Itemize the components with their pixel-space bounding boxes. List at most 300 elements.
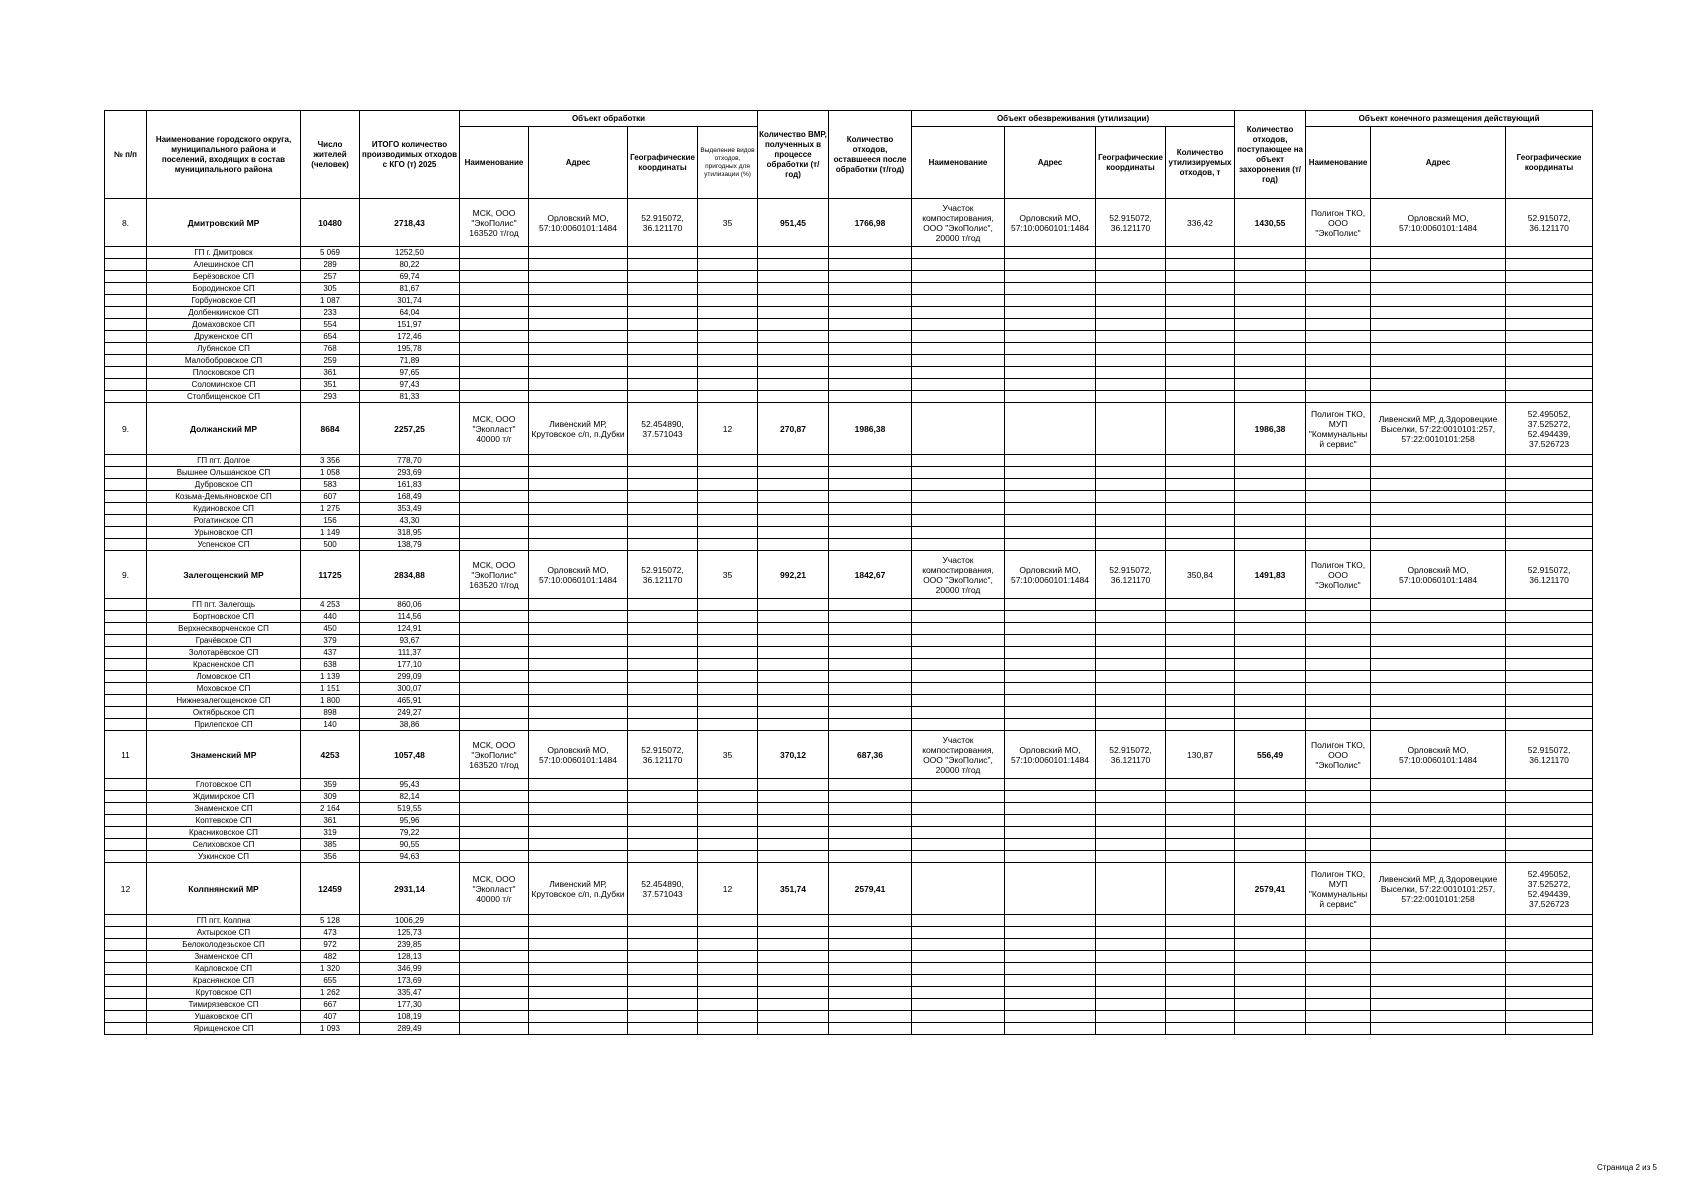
empty-cell: [529, 951, 628, 963]
empty-cell: [628, 367, 698, 379]
empty-cell: [1371, 467, 1506, 479]
district-cell: 12459: [301, 863, 360, 915]
settlement-cell: Узкинское СП: [147, 851, 301, 863]
empty-cell: [628, 719, 698, 731]
empty-cell: [1306, 247, 1371, 259]
empty-cell: [1005, 851, 1096, 863]
settlement-cell: Ушаковское СП: [147, 1011, 301, 1023]
empty-cell: [1166, 247, 1235, 259]
empty-cell: [1371, 259, 1506, 271]
empty-cell: [628, 975, 698, 987]
empty-cell: [105, 939, 147, 951]
empty-cell: [1166, 779, 1235, 791]
settlement-cell: Урыновское СП: [147, 527, 301, 539]
empty-cell: [1235, 635, 1306, 647]
settlement-row: [105, 803, 1593, 815]
empty-cell: [529, 539, 628, 551]
empty-cell: [105, 467, 147, 479]
empty-cell: [829, 815, 912, 827]
district-cell: 4253: [301, 731, 360, 779]
empty-cell: [1235, 355, 1306, 367]
empty-cell: [912, 247, 1005, 259]
empty-cell: [1306, 539, 1371, 551]
district-cell: 52.915072, 36.121170: [1096, 731, 1166, 779]
settlement-cell: Верхнескворченское СП: [147, 623, 301, 635]
empty-cell: [1166, 851, 1235, 863]
empty-cell: [460, 539, 529, 551]
settlement-cell: Столбищенское СП: [147, 391, 301, 403]
settlement-cell: 1 800: [301, 695, 360, 707]
empty-cell: [1371, 827, 1506, 839]
empty-cell: [1005, 491, 1096, 503]
empty-cell: [529, 659, 628, 671]
empty-cell: [1371, 355, 1506, 367]
empty-cell: [1306, 939, 1371, 951]
settlement-row: [105, 963, 1593, 975]
district-cell: 1766,98: [829, 199, 912, 247]
settlement-cell: 301,74: [360, 295, 460, 307]
empty-cell: [1371, 635, 1506, 647]
empty-cell: [1096, 611, 1166, 623]
empty-cell: [105, 963, 147, 975]
settlement-cell: Нижнезалегощенское СП: [147, 695, 301, 707]
empty-cell: [1306, 283, 1371, 295]
empty-cell: [1506, 259, 1593, 271]
settlement-cell: 156: [301, 515, 360, 527]
empty-cell: [460, 987, 529, 999]
settlement-cell: 318,95: [360, 527, 460, 539]
empty-cell: [105, 1011, 147, 1023]
empty-cell: [1506, 331, 1593, 343]
district-cell: [1096, 863, 1166, 915]
district-cell: 370,12: [758, 731, 829, 779]
empty-cell: [628, 851, 698, 863]
empty-cell: [628, 467, 698, 479]
district-row: [105, 403, 1593, 455]
empty-cell: [1166, 295, 1235, 307]
district-row: [105, 731, 1593, 779]
empty-cell: [912, 319, 1005, 331]
empty-cell: [529, 527, 628, 539]
empty-cell: [105, 611, 147, 623]
empty-cell: [1306, 1023, 1371, 1035]
empty-cell: [1235, 1023, 1306, 1035]
settlement-cell: 114,56: [360, 611, 460, 623]
empty-cell: [1005, 647, 1096, 659]
empty-cell: [912, 827, 1005, 839]
district-cell: 2257,25: [360, 403, 460, 455]
empty-cell: [829, 271, 912, 283]
empty-cell: [105, 851, 147, 863]
settlement-cell: 379: [301, 635, 360, 647]
empty-cell: [628, 259, 698, 271]
empty-cell: [829, 975, 912, 987]
settlement-cell: 972: [301, 939, 360, 951]
empty-cell: [1506, 851, 1593, 863]
empty-cell: [1005, 247, 1096, 259]
empty-cell: [829, 367, 912, 379]
empty-cell: [1235, 827, 1306, 839]
empty-cell: [829, 963, 912, 975]
settlement-cell: 80,22: [360, 259, 460, 271]
district-cell: Орловский МО, 57:10:0060101:1484: [1005, 199, 1096, 247]
empty-cell: [529, 987, 628, 999]
empty-cell: [912, 683, 1005, 695]
empty-cell: [105, 319, 147, 331]
district-cell: 12: [105, 863, 147, 915]
district-cell: [1166, 863, 1235, 915]
empty-cell: [1306, 963, 1371, 975]
empty-cell: [1306, 927, 1371, 939]
empty-cell: [1005, 355, 1096, 367]
settlement-cell: ГП пгт. Колпна: [147, 915, 301, 927]
settlement-cell: 95,96: [360, 815, 460, 827]
empty-cell: [758, 455, 829, 467]
empty-cell: [1235, 527, 1306, 539]
empty-cell: [460, 695, 529, 707]
empty-cell: [698, 599, 758, 611]
empty-cell: [1166, 719, 1235, 731]
empty-cell: [460, 1011, 529, 1023]
empty-cell: [829, 647, 912, 659]
empty-cell: [1235, 623, 1306, 635]
empty-cell: [1096, 379, 1166, 391]
empty-cell: [628, 671, 698, 683]
empty-cell: [1235, 779, 1306, 791]
settlement-row: [105, 515, 1593, 527]
settlement-cell: Рогатинское СП: [147, 515, 301, 527]
empty-cell: [1166, 683, 1235, 695]
empty-cell: [1306, 671, 1371, 683]
empty-cell: [1005, 367, 1096, 379]
empty-cell: [1166, 343, 1235, 355]
empty-cell: [460, 343, 529, 355]
empty-cell: [1235, 999, 1306, 1011]
district-cell: 2834,88: [360, 551, 460, 599]
empty-cell: [1506, 503, 1593, 515]
empty-cell: [105, 271, 147, 283]
empty-cell: [1506, 343, 1593, 355]
settlement-cell: 335,47: [360, 987, 460, 999]
empty-cell: [1005, 259, 1096, 271]
district-cell: 556,49: [1235, 731, 1306, 779]
empty-cell: [105, 791, 147, 803]
empty-cell: [1306, 803, 1371, 815]
district-cell: 52.915072, 36.121170: [628, 199, 698, 247]
empty-cell: [1371, 647, 1506, 659]
empty-cell: [1306, 355, 1371, 367]
empty-cell: [460, 647, 529, 659]
empty-cell: [912, 707, 1005, 719]
empty-cell: [698, 915, 758, 927]
empty-cell: [1166, 707, 1235, 719]
empty-cell: [1096, 851, 1166, 863]
header-proc-name: Наименование: [460, 127, 529, 199]
settlement-row: [105, 319, 1593, 331]
empty-cell: [1306, 611, 1371, 623]
empty-cell: [829, 927, 912, 939]
empty-cell: [1506, 367, 1593, 379]
empty-cell: [1166, 951, 1235, 963]
empty-cell: [1096, 939, 1166, 951]
empty-cell: [1166, 367, 1235, 379]
district-cell: Ливенский МР, Крутовское с/п, п.Дубки: [529, 863, 628, 915]
empty-cell: [829, 295, 912, 307]
settlement-row: [105, 719, 1593, 731]
empty-cell: [698, 707, 758, 719]
empty-cell: [829, 779, 912, 791]
empty-cell: [105, 455, 147, 467]
settlement-row: [105, 1023, 1593, 1035]
empty-cell: [1096, 307, 1166, 319]
settlement-cell: 407: [301, 1011, 360, 1023]
district-cell: 1986,38: [1235, 403, 1306, 455]
empty-cell: [829, 599, 912, 611]
empty-cell: [460, 355, 529, 367]
empty-cell: [1235, 307, 1306, 319]
district-cell: Залегощенский МР: [147, 551, 301, 599]
empty-cell: [460, 963, 529, 975]
empty-cell: [529, 839, 628, 851]
empty-cell: [1506, 791, 1593, 803]
header-left: Количество отходов, оставшееся после обработки (т/год): [829, 111, 912, 199]
empty-cell: [829, 611, 912, 623]
settlement-cell: 385: [301, 839, 360, 851]
empty-cell: [912, 467, 1005, 479]
empty-cell: [460, 623, 529, 635]
settlement-cell: 172,46: [360, 331, 460, 343]
empty-cell: [460, 527, 529, 539]
settlement-cell: 293,69: [360, 467, 460, 479]
settlement-cell: Лубянское СП: [147, 343, 301, 355]
district-cell: 951,45: [758, 199, 829, 247]
empty-cell: [1306, 659, 1371, 671]
empty-cell: [1371, 815, 1506, 827]
empty-cell: [698, 815, 758, 827]
empty-cell: [529, 247, 628, 259]
empty-cell: [1096, 527, 1166, 539]
district-cell: 52.915072, 36.121170: [1096, 551, 1166, 599]
empty-cell: [1306, 319, 1371, 331]
settlement-cell: Коптевское СП: [147, 815, 301, 827]
settlement-cell: Ждимирское СП: [147, 791, 301, 803]
settlement-row: [105, 647, 1593, 659]
empty-cell: [698, 355, 758, 367]
empty-cell: [628, 987, 698, 999]
district-cell: 2931,14: [360, 863, 460, 915]
empty-cell: [628, 479, 698, 491]
settlement-cell: Успенское СП: [147, 539, 301, 551]
empty-cell: [1005, 611, 1096, 623]
empty-cell: [1235, 271, 1306, 283]
settlement-row: [105, 331, 1593, 343]
empty-cell: [829, 455, 912, 467]
empty-cell: [1506, 1011, 1593, 1023]
empty-cell: [1371, 939, 1506, 951]
header-processing-group: Объект обработки: [460, 111, 758, 127]
empty-cell: [1005, 623, 1096, 635]
empty-cell: [1506, 491, 1593, 503]
settlement-cell: 1006,29: [360, 915, 460, 927]
empty-cell: [1166, 611, 1235, 623]
empty-cell: [829, 319, 912, 331]
empty-cell: [529, 259, 628, 271]
empty-cell: [912, 779, 1005, 791]
settlement-cell: 94,63: [360, 851, 460, 863]
empty-cell: [1306, 599, 1371, 611]
empty-cell: [1371, 839, 1506, 851]
empty-cell: [529, 963, 628, 975]
district-cell: [1166, 403, 1235, 455]
empty-cell: [1096, 1011, 1166, 1023]
empty-cell: [628, 1023, 698, 1035]
empty-cell: [628, 927, 698, 939]
empty-cell: [758, 599, 829, 611]
empty-cell: [1506, 671, 1593, 683]
empty-cell: [628, 779, 698, 791]
settlement-cell: 351: [301, 379, 360, 391]
empty-cell: [1306, 331, 1371, 343]
empty-cell: [529, 635, 628, 647]
empty-cell: [1096, 683, 1166, 695]
empty-cell: [529, 647, 628, 659]
header-final-group: Объект конечного размещения действующий: [1306, 111, 1593, 127]
empty-cell: [1371, 331, 1506, 343]
empty-cell: [758, 391, 829, 403]
empty-cell: [912, 927, 1005, 939]
empty-cell: [1371, 987, 1506, 999]
settlement-cell: Плосковское СП: [147, 367, 301, 379]
empty-cell: [1166, 839, 1235, 851]
empty-cell: [1235, 839, 1306, 851]
empty-cell: [1235, 467, 1306, 479]
empty-cell: [758, 283, 829, 295]
empty-cell: [912, 271, 1005, 283]
empty-cell: [1235, 815, 1306, 827]
empty-cell: [1005, 951, 1096, 963]
empty-cell: [1235, 707, 1306, 719]
empty-cell: [912, 479, 1005, 491]
empty-cell: [1005, 283, 1096, 295]
empty-cell: [460, 683, 529, 695]
empty-cell: [698, 319, 758, 331]
empty-cell: [628, 815, 698, 827]
settlement-cell: Глотовское СП: [147, 779, 301, 791]
settlement-cell: 473: [301, 927, 360, 939]
empty-cell: [460, 467, 529, 479]
empty-cell: [529, 695, 628, 707]
empty-cell: [105, 539, 147, 551]
empty-cell: [460, 295, 529, 307]
settlement-cell: 450: [301, 623, 360, 635]
header-num: № п/п: [105, 111, 147, 199]
empty-cell: [698, 479, 758, 491]
district-row: [105, 551, 1593, 599]
empty-cell: [1506, 527, 1593, 539]
settlement-cell: Кудиновское СП: [147, 503, 301, 515]
empty-cell: [1096, 927, 1166, 939]
settlement-cell: 125,73: [360, 927, 460, 939]
district-cell: 336,42: [1166, 199, 1235, 247]
empty-cell: [698, 647, 758, 659]
settlement-cell: 353,49: [360, 503, 460, 515]
settlement-row: [105, 695, 1593, 707]
empty-cell: [1306, 623, 1371, 635]
empty-cell: [1506, 295, 1593, 307]
empty-cell: [529, 999, 628, 1011]
empty-cell: [1371, 479, 1506, 491]
empty-cell: [628, 683, 698, 695]
settlement-cell: 43,30: [360, 515, 460, 527]
empty-cell: [105, 355, 147, 367]
empty-cell: [529, 851, 628, 863]
empty-cell: [1235, 503, 1306, 515]
empty-cell: [1096, 951, 1166, 963]
settlement-row: [105, 951, 1593, 963]
settlement-row: [105, 915, 1593, 927]
district-cell: Орловский МО, 57:10:0060101:1484: [1005, 551, 1096, 599]
district-cell: Ливенский МР, д.Здоровецкие Выселки, 57:22:0010101:257, 57:22:0010101:258: [1371, 403, 1506, 455]
settlement-cell: 2 164: [301, 803, 360, 815]
empty-cell: [912, 815, 1005, 827]
empty-cell: [829, 671, 912, 683]
empty-cell: [912, 915, 1005, 927]
empty-cell: [628, 951, 698, 963]
empty-cell: [912, 379, 1005, 391]
empty-cell: [1096, 647, 1166, 659]
empty-cell: [105, 379, 147, 391]
empty-cell: [460, 659, 529, 671]
district-cell: 1986,38: [829, 403, 912, 455]
empty-cell: [829, 283, 912, 295]
empty-cell: [460, 599, 529, 611]
header-proc-address: Адрес: [529, 127, 628, 199]
empty-cell: [1096, 707, 1166, 719]
empty-cell: [912, 515, 1005, 527]
empty-cell: [529, 611, 628, 623]
empty-cell: [698, 951, 758, 963]
district-cell: 1842,67: [829, 551, 912, 599]
district-cell: МСК, ООО "Экопласт" 40000 т/г: [460, 403, 529, 455]
settlement-row: [105, 479, 1593, 491]
empty-cell: [460, 939, 529, 951]
settlement-row: [105, 491, 1593, 503]
empty-cell: [1506, 695, 1593, 707]
empty-cell: [460, 367, 529, 379]
empty-cell: [758, 975, 829, 987]
empty-cell: [829, 391, 912, 403]
settlement-row: [105, 851, 1593, 863]
empty-cell: [1096, 987, 1166, 999]
settlement-cell: 293: [301, 391, 360, 403]
settlement-cell: 361: [301, 815, 360, 827]
settlement-cell: 1 093: [301, 1023, 360, 1035]
empty-cell: [1306, 647, 1371, 659]
empty-cell: [912, 307, 1005, 319]
settlement-row: [105, 527, 1593, 539]
settlement-cell: 95,43: [360, 779, 460, 791]
empty-cell: [460, 915, 529, 927]
empty-cell: [758, 307, 829, 319]
header-util-qty: Количество утилизируемых отходов, т: [1166, 127, 1235, 199]
empty-cell: [628, 827, 698, 839]
empty-cell: [1371, 791, 1506, 803]
empty-cell: [698, 851, 758, 863]
settlement-cell: Друженское СП: [147, 331, 301, 343]
header-total: ИТОГО количество производимых отходов с КГО (т) 2025: [360, 111, 460, 199]
empty-cell: [1506, 479, 1593, 491]
empty-cell: [1506, 467, 1593, 479]
